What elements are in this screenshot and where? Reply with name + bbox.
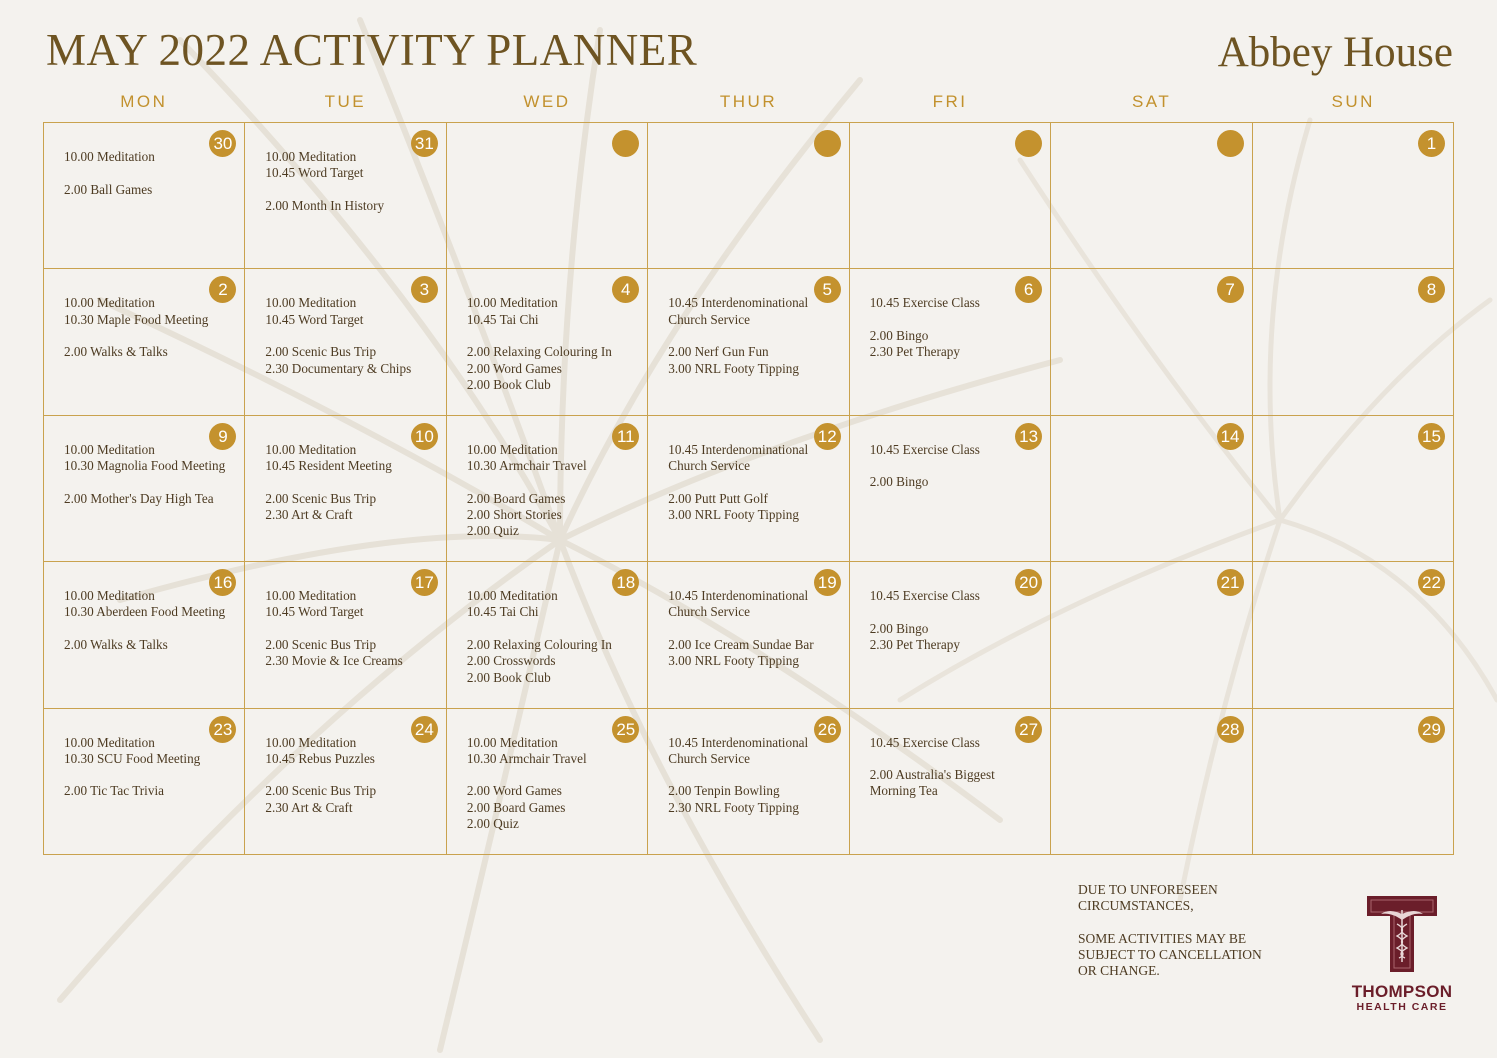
calendar-day-cell xyxy=(447,709,648,855)
date-badge xyxy=(1015,130,1042,157)
activity-spacer xyxy=(265,182,439,198)
date-badge xyxy=(612,130,639,157)
calendar-day-cell xyxy=(245,269,446,415)
activity-item: 10.45 Exercise Class xyxy=(869,588,980,604)
activity-spacer xyxy=(870,312,1044,328)
calendar-day-cell xyxy=(648,709,849,855)
calendar-day-cell xyxy=(447,123,648,269)
activity-item: 10.00 Meditation xyxy=(466,441,558,457)
date-badge: 24 xyxy=(411,716,438,743)
activity-item: 10.00 Meditation xyxy=(64,588,155,604)
activity-spacer xyxy=(668,474,842,490)
calendar-day-cell xyxy=(447,562,648,708)
activity-spacer xyxy=(64,621,238,637)
calendar-day-cell xyxy=(1253,123,1454,269)
date-badge: 18 xyxy=(612,569,639,596)
activity-item: 2.00 Tic Tac Trivia xyxy=(64,783,164,799)
activity-item: 2.00 Scenic Bus Trip xyxy=(265,344,377,360)
activity-item: 3.00 NRL Footy Tipping xyxy=(668,360,799,376)
date-badge xyxy=(814,130,841,157)
activity-item: 2.00 Mother's Day High Tea xyxy=(64,490,214,506)
activity-item: 2.00 Bingo xyxy=(869,620,929,636)
weekday-header-wed: WED xyxy=(523,92,571,111)
activity-item: 10.30 Maple Food Meeting xyxy=(64,311,209,327)
activity-item: 10.00 Meditation xyxy=(64,149,155,164)
activity-item: 2.00 Ice Cream Sundae Bar xyxy=(668,637,814,653)
activity-spacer xyxy=(265,328,439,344)
activity-item: 2.00 Short Stories xyxy=(466,506,562,522)
calendar-day-cell xyxy=(1253,416,1454,562)
activity-item: Morning Tea xyxy=(869,783,938,799)
activity-spacer xyxy=(870,458,1044,474)
activity-item: 10.45 Interdenominational xyxy=(668,588,809,604)
activity-spacer xyxy=(467,474,641,490)
activity-item: 2.30 Documentary & Chips xyxy=(265,360,412,376)
activity-item: 2.00 Bingo xyxy=(869,474,929,490)
weekday-header-sun: SUN xyxy=(1331,92,1375,111)
date-badge: 28 xyxy=(1217,716,1244,743)
activity-item: 2.30 Art & Craft xyxy=(265,799,353,815)
calendar-day-cell xyxy=(1051,269,1252,415)
activity-spacer xyxy=(668,767,842,783)
activity-item: 10.45 Resident Meeting xyxy=(265,458,392,474)
activity-item: Church Service xyxy=(668,311,750,327)
date-badge: 7 xyxy=(1217,276,1244,303)
activity-spacer xyxy=(668,621,842,637)
location-name: Abbey House xyxy=(1217,29,1453,76)
activity-item: 2.00 Nerf Gun Fun xyxy=(668,344,769,360)
activity-item: 2.00 Bingo xyxy=(869,327,929,343)
calendar-day-cell xyxy=(850,269,1051,415)
activity-item: 2.00 Book Club xyxy=(466,376,551,392)
activity-item: 2.30 Movie & Ice Creams xyxy=(265,653,403,669)
cancellation-notice xyxy=(1078,882,1278,979)
activity-item: 10.00 Meditation xyxy=(64,734,155,750)
date-badge: 9 xyxy=(209,423,236,450)
date-badge: 22 xyxy=(1418,569,1445,596)
activity-spacer xyxy=(265,621,439,637)
weekday-header-sat: SAT xyxy=(1131,92,1172,111)
activity-item: 10.30 Magnolia Food Meeting xyxy=(64,458,226,474)
activity-item: 3.00 NRL Footy Tipping xyxy=(668,506,799,522)
date-badge: 15 xyxy=(1418,423,1445,450)
activity-item: 10.45 Exercise Class xyxy=(869,295,980,311)
activity-item: 10.45 Interdenominational xyxy=(668,295,809,311)
activity-item: Church Service xyxy=(668,604,750,620)
activity-item: 2.00 Scenic Bus Trip xyxy=(265,783,377,799)
activity-item: Church Service xyxy=(668,750,750,766)
calendar-day-cell xyxy=(850,123,1051,269)
activity-item: 10.45 Exercise Class xyxy=(869,441,980,457)
activity-spacer xyxy=(668,328,842,344)
calendar-day-cell xyxy=(1051,416,1252,562)
activity-spacer xyxy=(870,604,1044,620)
weekday-header-row xyxy=(43,92,1454,120)
calendar-day-cell xyxy=(648,123,849,269)
activity-item: 2.00 Ball Games xyxy=(64,181,153,197)
calendar-day-cell xyxy=(44,123,245,269)
activity-item: 10.30 Armchair Travel xyxy=(466,458,587,474)
calendar-day-cell xyxy=(850,709,1051,855)
activity-item: 2.00 Board Games xyxy=(466,799,566,815)
date-badge: 25 xyxy=(612,716,639,743)
activity-item: 10.45 Tai Chi xyxy=(466,311,539,327)
activity-item: 2.00 Walks & Talks xyxy=(64,637,168,653)
activity-item: 2.30 NRL Footy Tipping xyxy=(668,799,799,815)
activity-item: 2.30 Art & Craft xyxy=(265,506,353,522)
calendar-day-cell xyxy=(447,416,648,562)
calendar-day-cell xyxy=(245,416,446,562)
calendar-day-cell xyxy=(245,709,446,855)
activity-item: 2.00 Quiz xyxy=(466,523,519,539)
activity-item: 10.45 Word Target xyxy=(265,311,364,327)
activity-item: 10.00 Meditation xyxy=(64,441,155,457)
calendar-day-cell xyxy=(1051,123,1252,269)
activity-spacer xyxy=(265,474,439,490)
activity-item: 10.45 Tai Chi xyxy=(466,604,539,620)
weekday-header-fri: FRI xyxy=(932,92,968,111)
calendar-day-cell xyxy=(44,416,245,562)
calendar-grid xyxy=(43,122,1454,855)
activity-spacer xyxy=(64,165,238,181)
calendar-day-cell xyxy=(850,562,1051,708)
calendar-day-cell xyxy=(850,416,1051,562)
activity-item: 2.00 Relaxing Colouring In xyxy=(466,637,612,653)
activity-item: 10.45 Word Target xyxy=(265,165,364,181)
thompson-health-care-logo xyxy=(1340,896,1464,1013)
date-badge: 31 xyxy=(411,130,438,157)
activity-item: 10.45 Exercise Class xyxy=(869,734,980,750)
activity-item: 10.45 Word Target xyxy=(265,604,364,620)
activity-item: 10.00 Meditation xyxy=(265,734,357,750)
weekday-header-mon: MON xyxy=(120,92,168,111)
date-badge: 17 xyxy=(411,569,438,596)
activity-item: 10.00 Meditation xyxy=(265,588,357,604)
page-title: MAY 2022 ACTIVITY PLANNER xyxy=(46,25,698,75)
date-badge: 12 xyxy=(814,423,841,450)
activity-item: 10.00 Meditation xyxy=(466,295,558,311)
activity-spacer xyxy=(870,751,1044,767)
date-badge: 14 xyxy=(1217,423,1244,450)
activity-item: 10.00 Meditation xyxy=(466,588,558,604)
activity-item: 2.00 Relaxing Colouring In xyxy=(466,344,612,360)
activity-spacer xyxy=(467,328,641,344)
activity-item: 2.00 Board Games xyxy=(466,490,566,506)
date-badge: 13 xyxy=(1015,423,1042,450)
date-badge: 27 xyxy=(1015,716,1042,743)
activity-item: 10.45 Interdenominational xyxy=(668,441,809,457)
activity-item: 10.30 SCU Food Meeting xyxy=(64,750,201,766)
date-badge xyxy=(1217,130,1244,157)
calendar-day-cell xyxy=(245,123,446,269)
activity-item: 10.00 Meditation xyxy=(466,734,558,750)
date-badge: 8 xyxy=(1418,276,1445,303)
date-badge: 30 xyxy=(209,130,236,157)
activity-item: 2.00 Word Games xyxy=(466,360,562,376)
activity-item: 10.00 Meditation xyxy=(64,295,155,311)
activity-item: 10.45 Interdenominational xyxy=(668,734,809,750)
activity-spacer xyxy=(64,474,238,490)
date-badge: 6 xyxy=(1015,276,1042,303)
activity-item: 2.00 Crosswords xyxy=(466,653,556,669)
activity-item: 2.00 Scenic Bus Trip xyxy=(265,637,377,653)
activity-item: 2.00 Walks & Talks xyxy=(64,344,168,360)
date-badge: 5 xyxy=(814,276,841,303)
date-badge: 16 xyxy=(209,569,236,596)
date-badge: 1 xyxy=(1418,130,1445,157)
notice-line-2: SOME ACTIVITIES MAY BE SUBJECT TO CANCELLATION OR CHANGE. xyxy=(1078,930,1262,979)
activity-item: 2.30 Pet Therapy xyxy=(869,344,960,360)
logo-name: THOMPSON xyxy=(1351,982,1453,1001)
date-badge: 21 xyxy=(1217,569,1244,596)
activity-item: 2.00 Tenpin Bowling xyxy=(668,783,780,799)
caduceus-t-icon xyxy=(1367,896,1437,972)
activity-item: 10.45 Rebus Puzzles xyxy=(265,750,375,766)
date-badge: 11 xyxy=(612,423,639,450)
activity-spacer xyxy=(64,767,238,783)
calendar-day-cell xyxy=(1253,562,1454,708)
activity-item: 2.00 Putt Putt Golf xyxy=(668,490,768,506)
calendar-day-cell xyxy=(447,269,648,415)
calendar-day-cell xyxy=(44,269,245,415)
activity-spacer xyxy=(265,767,439,783)
date-badge: 19 xyxy=(814,569,841,596)
calendar-day-cell xyxy=(1253,269,1454,415)
activity-spacer xyxy=(467,767,641,783)
calendar-day-cell xyxy=(648,269,849,415)
activity-item: 2.00 Quiz xyxy=(466,816,519,832)
date-badge: 20 xyxy=(1015,569,1042,596)
activity-item: 2.00 Scenic Bus Trip xyxy=(265,490,377,506)
calendar-day-cell xyxy=(1051,709,1252,855)
calendar-day-cell xyxy=(245,562,446,708)
activity-item: 3.00 NRL Footy Tipping xyxy=(668,653,799,669)
calendar-day-cell xyxy=(44,562,245,708)
activity-item: 10.00 Meditation xyxy=(265,295,357,311)
activity-item: 10.30 Aberdeen Food Meeting xyxy=(64,604,226,620)
date-badge: 3 xyxy=(411,276,438,303)
activity-item: 2.00 Month In History xyxy=(265,197,385,213)
activity-item: 10.00 Meditation xyxy=(265,149,357,164)
calendar-day-cell xyxy=(648,416,849,562)
activity-item: 2.00 Australia's Biggest xyxy=(869,767,995,783)
date-badge: 23 xyxy=(209,716,236,743)
notice-line-1: DUE TO UNFORESEEN CIRCUMSTANCES, xyxy=(1078,882,1218,914)
activity-item: 2.00 Word Games xyxy=(466,783,562,799)
calendar-day-cell xyxy=(1253,709,1454,855)
date-badge: 26 xyxy=(814,716,841,743)
activity-spacer xyxy=(467,621,641,637)
calendar-day-cell xyxy=(44,709,245,855)
activity-item: 2.30 Pet Therapy xyxy=(869,637,960,653)
activity-spacer xyxy=(64,328,238,344)
date-badge: 2 xyxy=(209,276,236,303)
date-badge: 10 xyxy=(411,423,438,450)
activity-item: Church Service xyxy=(668,458,750,474)
weekday-header-thur: THUR xyxy=(719,92,778,111)
activity-item: 2.00 Book Club xyxy=(466,669,551,685)
date-badge: 29 xyxy=(1418,716,1445,743)
logo-subtitle: HEALTH CARE xyxy=(1356,1001,1448,1013)
date-badge: 4 xyxy=(612,276,639,303)
calendar-day-cell xyxy=(648,562,849,708)
weekday-header-tue: TUE xyxy=(324,92,367,111)
calendar-day-cell xyxy=(1051,562,1252,708)
activity-item: 10.00 Meditation xyxy=(265,441,357,457)
activity-item: 10.30 Armchair Travel xyxy=(466,750,587,766)
